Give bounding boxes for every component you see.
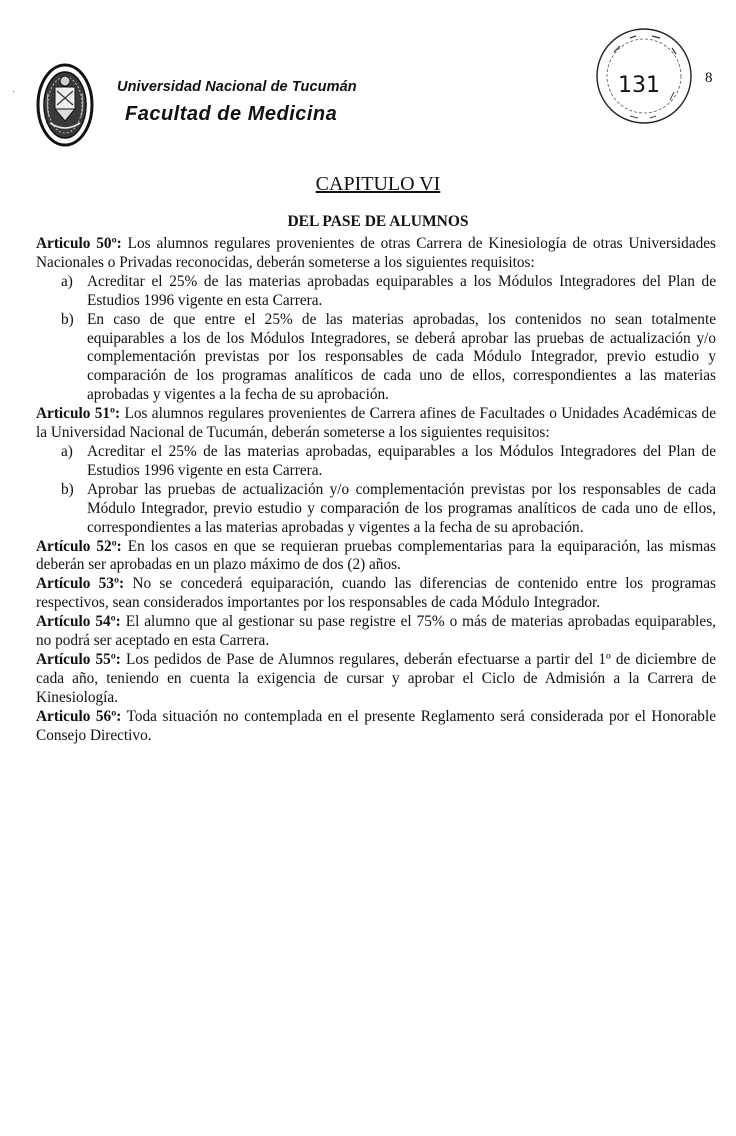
university-name: Universidad Nacional de Tucumán [117, 79, 357, 95]
article-label: Articulo 56º: [36, 707, 122, 725]
article-50 [36, 235, 716, 273]
item-letter: b) [61, 310, 74, 328]
list-item [36, 443, 716, 481]
article-52 [36, 538, 716, 576]
item-letter: a) [61, 272, 73, 290]
university-crest-logo [36, 63, 94, 147]
stamp-number: 131 [618, 73, 660, 98]
article-label: Artículo 53º: [36, 575, 125, 593]
article-label: Artículo 52º: [36, 537, 122, 555]
article-text: Toda situación no contemplada en el presente Reglamento será considerada por el Honorable Consejo Directivo. [36, 707, 716, 744]
article-text: Los alumnos regulares provenientes de otras Carrera de Kinesiología de otras Universidades Nacionales o Privadas reconocidas, deberán someterse a los siguientes requisitos: [36, 235, 717, 271]
item-text: Aprobar las pruebas de actualización y/o complementación previstas por los responsables de cada Módulo Integrador, previo estudio y comparación de los programas analíticos de cada uno de ellos, correspondientes a las materias aprobadas y vigentes a la fecha de su aprobación. [87, 480, 716, 536]
article-label: Artículo 55º: [36, 650, 121, 668]
article-text: Los alumnos regulares provenientes de Carrera afines de Facultades o Unidades Académicas de la Universidad Nacional de Tucumán, deberán someterse a los siguientes requisitos: [36, 405, 716, 442]
item-text: Acreditar el 25% de las materias aprobadas, equiparables a los Módulos Integradores del Plan de Estudios 1996 vigente en esta Carrera. [87, 442, 716, 479]
scan-mark: ˎ [12, 82, 16, 93]
list-item [36, 481, 716, 538]
article-53 [36, 575, 716, 613]
article-text: El alumno que al gestionar su pase registre el 75% o más de materias aprobadas equiparables, no podrá ser aceptado en esta Carrera. [36, 613, 716, 650]
list-item [36, 273, 716, 311]
item-letter: a) [61, 442, 73, 460]
article-55 [36, 651, 716, 708]
chapter-title: CAPITULO VI [315, 173, 441, 195]
item-text: Acreditar el 25% de las materias aprobadas equiparables a los Módulos Integradores del Plan de Estudios 1996 vigente en esta Carrera. [87, 272, 716, 309]
article-label: Artículo 54º: [36, 613, 121, 631]
page-number: 8 [705, 70, 713, 86]
article-label: Articulo 50º: [36, 235, 122, 252]
folio-stamp [590, 22, 698, 130]
list-item [36, 311, 716, 406]
article-text: En los casos en que se requieran pruebas complementarias para la equiparación, las mismas deberán ser aprobadas en un plazo máximo de dos (2) años. [36, 537, 716, 574]
article-label: Articulo 51º: [36, 405, 121, 423]
article-text: No se concederá equiparación, cuando las diferencias de contenido entre los programas respectivos, sean considerados importantes por los responsables de cada Módulo Integrador. [36, 575, 717, 612]
article-51 [36, 405, 716, 443]
section-title: DEL PASE DE ALUMNOS [287, 213, 469, 230]
item-text: En caso de que entre el 25% de las materias aprobadas, los contenidos no sean totalmente equiparables a los de los Módulos Integradores, se deberá aprobar las pruebas de actualización y/o complementación previstas por los responsables de cada Módulo Integrador, previo estudio y comparación de los programas analíticos de cada uno de ellos, correspondientes a las materias aprobadas y vigentes a la fecha de su aprobación. [87, 310, 716, 404]
articles-body [36, 235, 716, 745]
item-letter: b) [61, 480, 74, 498]
article-text: Los pedidos de Pase de Alumnos regulares, deberán efectuarse a partir del 1º de diciembre de cada año, teniendo en cuenta la exigencia de cursar y aprobar el Ciclo de Admisión a la Carrera de Kinesiología. [36, 650, 716, 706]
article-54 [36, 613, 716, 651]
article-56 [36, 708, 716, 746]
faculty-name: Facultad de Medicina [125, 103, 338, 125]
